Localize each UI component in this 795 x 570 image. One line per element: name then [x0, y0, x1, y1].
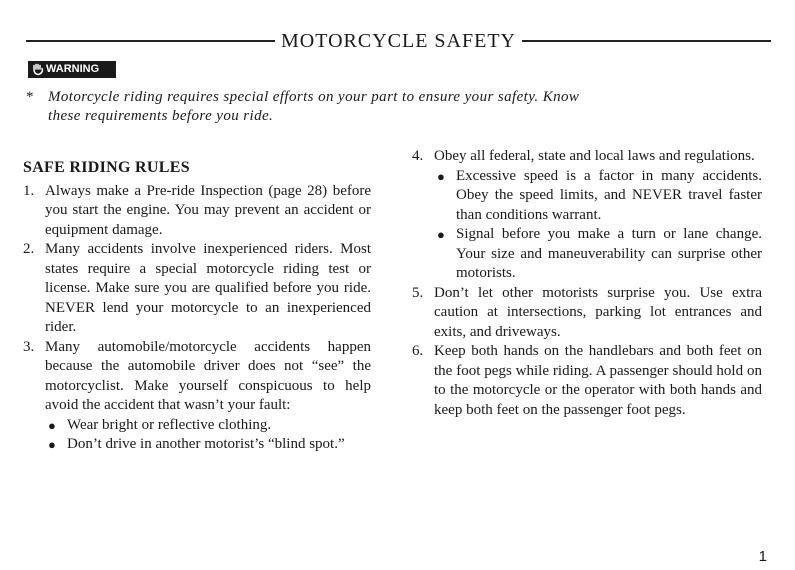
bullet-item — [45, 435, 371, 455]
bullet-text: Wear bright or reflective clothing. — [67, 416, 272, 433]
rule-number: 4. — [412, 148, 424, 164]
bullet-dot-icon: ● — [48, 437, 56, 452]
title-rule-left — [26, 40, 275, 42]
intro-marker: * — [26, 89, 34, 105]
rule-item — [412, 284, 762, 343]
bullet-text: Signal before you make a turn or lane change. Your size and maneuverability can surprise other motorists. — [456, 226, 762, 281]
right-column — [412, 147, 762, 420]
bullet-text: Don’t drive in another motorist’s “blind spot.” — [67, 436, 345, 452]
rule-text: Obey all federal, state and local laws and regulations. — [434, 148, 755, 164]
rule-item — [412, 342, 762, 420]
warning-badge — [28, 61, 116, 78]
rule-item — [23, 338, 371, 455]
page-number: 1 — [758, 548, 767, 565]
intro-line-1: Motorcycle riding requires special efforts on your part to ensure your safety. Know — [48, 89, 580, 105]
rule-number: 1. — [23, 182, 35, 199]
rule-item — [23, 240, 371, 338]
rule-item — [23, 182, 371, 241]
bullet-dot-icon: ● — [48, 417, 56, 433]
warning-label: WARNING — [46, 63, 100, 75]
title-row — [26, 28, 771, 54]
rule-text: Many accidents involve inexperienced riders. Most states require a special motorcycle riding test or license. Make sure you are qualified before you ride. NEVER lend your motorcycle to an inexperienced rider. — [45, 241, 371, 335]
bullet-item — [434, 167, 762, 226]
title-rule-right — [522, 40, 771, 42]
rule-number: 3. — [23, 338, 35, 355]
bullet-text: Excessive speed is a factor in many accidents. Obey the speed limits, and NEVER travel faster than conditions warrant. — [456, 167, 762, 223]
left-column — [23, 158, 371, 455]
rule-text: Always make a Pre-ride Inspection (page 28) before you start the engine. You may prevent an accident or equipment damage. — [45, 182, 371, 238]
bullet-dot-icon: ● — [437, 168, 445, 184]
bullet-item — [434, 225, 762, 284]
section-heading: SAFE RIDING RULES — [23, 159, 190, 176]
rule-text: Don’t let other motorists surprise you. Use extra caution at intersections, parking lot entrances and exits, and driveways. — [434, 284, 762, 340]
bullet-dot-icon: ● — [437, 227, 445, 242]
rule-text: Many automobile/motorcycle accidents happen because the automobile driver does not “see” the motorcyclist. Make yourself conspicuous to help avoid the accident that wasn’t your fault: — [45, 338, 371, 413]
rule-number: 5. — [412, 284, 424, 301]
hand-warning-icon — [32, 63, 44, 76]
rule-number: 6. — [412, 343, 424, 359]
intro-text — [26, 88, 766, 126]
page-title: MOTORCYCLE SAFETY — [281, 29, 516, 52]
rule-number: 2. — [23, 241, 35, 257]
bullet-item — [45, 416, 371, 436]
intro-line-2: these requirements before you ride. — [48, 108, 274, 124]
rule-text: Keep both hands on the handlebars and both feet on the foot pegs while riding. A passenger should hold on to the motorcycle or the operator with both hands and keep both feet on the passenger foot pegs. — [434, 343, 762, 418]
rule-item — [412, 147, 762, 284]
